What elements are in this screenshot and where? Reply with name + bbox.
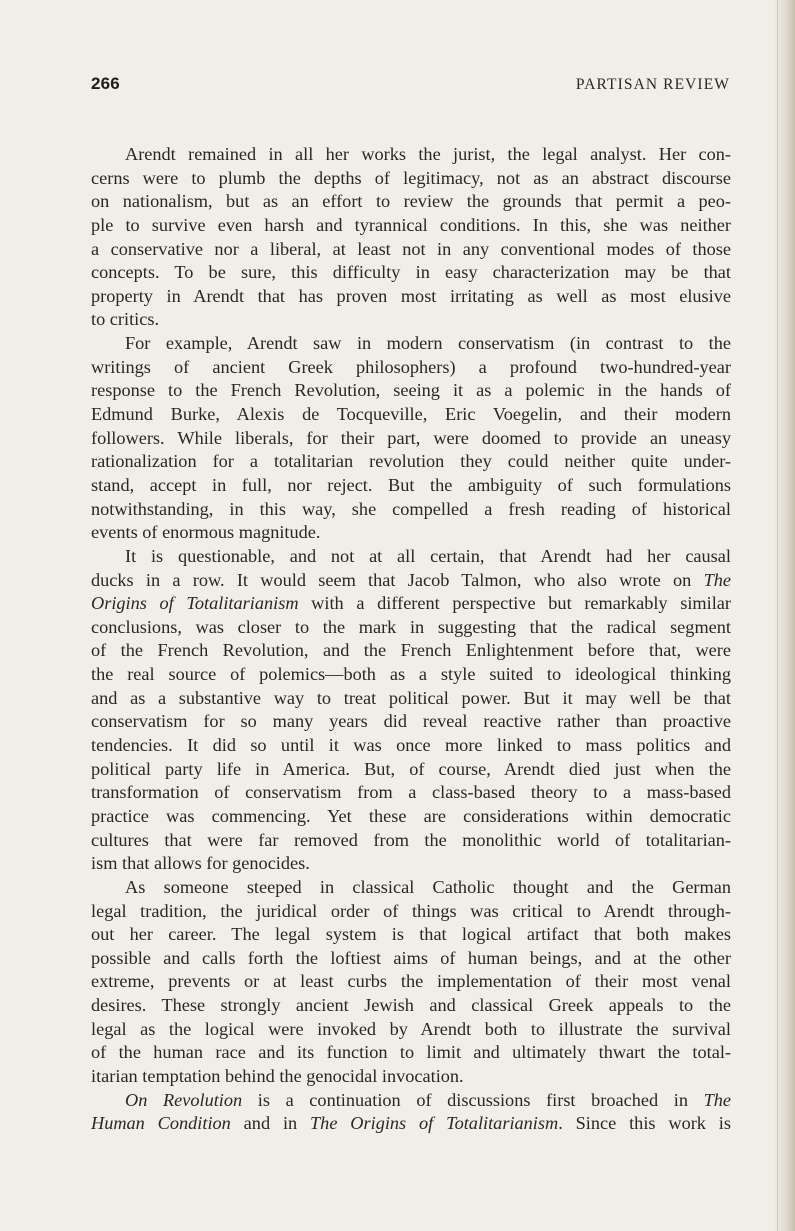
text-line (91, 190, 731, 214)
text-run: practice was commencing. Yet these are considerations within democratic (91, 805, 731, 826)
text-line (91, 900, 731, 924)
text-line (91, 1089, 731, 1113)
text-line (91, 427, 731, 451)
text-run: response to the French Revolution, seeing it as a polemic in the hands of (91, 380, 731, 401)
text-line (91, 167, 731, 191)
text-line (91, 852, 731, 876)
text-line (91, 332, 731, 356)
text-run: of the human race and its function to limit and ultimately thwart the total- (91, 1042, 731, 1063)
text-run: conservatism for so many years did reveal reactive rather than proactive (91, 711, 731, 732)
text-line (91, 569, 731, 593)
text-run: legal tradition, the juridical order of things was critical to Arendt through- (91, 900, 731, 921)
paragraph (91, 143, 731, 332)
text-line (91, 308, 731, 332)
text-run: itarian temptation behind the genocidal invocation. (91, 1065, 464, 1086)
text-line (91, 970, 731, 994)
text-run: For example, Arendt saw in modern conservatism (in contrast to the (125, 333, 731, 354)
text-run: ple to survive even harsh and tyrannical conditions. In this, she was neither (91, 214, 731, 235)
text-run: followers. While liberals, for their part, were doomed to provide an uneasy (91, 427, 731, 448)
text-run: and as a substantive way to treat political power. But it may well be that (91, 687, 731, 708)
text-line (91, 1112, 731, 1136)
page-number: 266 (91, 74, 120, 93)
text-run: As someone steeped in classical Catholic thought and the German (125, 876, 731, 897)
running-head (91, 72, 730, 102)
text-line (91, 498, 731, 522)
book-title: Human Condition (91, 1113, 231, 1134)
text-run: ducks in a row. It would seem that Jacob Talmon, who also wrote on (91, 569, 704, 590)
text-run: stand, accept in full, nor reject. But the ambiguity of such formulations (91, 474, 731, 495)
text-run: is a continuation of discussions first broached in (242, 1089, 704, 1110)
book-title: On Revolution (125, 1089, 243, 1110)
text-line (91, 663, 731, 687)
paragraph (91, 545, 731, 876)
text-line (91, 758, 731, 782)
body-text (91, 143, 731, 1136)
text-run: the real source of polemics—both as a style suited to ideological thinking (91, 664, 731, 685)
text-line (91, 616, 731, 640)
text-line (91, 829, 731, 853)
text-run: out her career. The legal system is that logical artifact that both makes (91, 924, 731, 945)
text-run: concepts. To be sure, this difficulty in easy characterization may be that (91, 262, 731, 283)
text-line (91, 805, 731, 829)
text-run: cultures that were far removed from the monolithic world of totalitarian- (91, 829, 731, 850)
text-line (91, 285, 731, 309)
text-run: tendencies. It did so until it was once more linked to mass politics and (91, 735, 731, 756)
text-run: conclusions, was closer to the mark in suggesting that the radical segment (91, 616, 731, 637)
text-line (91, 379, 731, 403)
text-run: Edmund Burke, Alexis de Tocqueville, Eric Voegelin, and their modern (91, 404, 731, 425)
text-run: to critics. (91, 309, 160, 330)
text-run: cerns were to plumb the depths of legitimacy, not as an abstract discourse (91, 167, 731, 188)
text-run: legal as the logical were invoked by Arendt both to illustrate the survival (91, 1018, 731, 1039)
paragraph (91, 876, 731, 1089)
text-line (91, 238, 731, 262)
text-run: writings of ancient Greek philosophers) a profound two-hundred-year (91, 356, 731, 377)
text-line (91, 876, 731, 900)
book-title: The (703, 569, 731, 590)
text-run: political party life in America. But, of course, Arendt died just when the (91, 758, 731, 779)
text-run: with a different perspective but remarkably similar (298, 593, 731, 614)
text-line (91, 1065, 731, 1089)
text-line (91, 710, 731, 734)
text-run: events of enormous magnitude. (91, 522, 321, 543)
text-line (91, 1018, 731, 1042)
text-line (91, 1041, 731, 1065)
text-run: transformation of conservatism from a class-based theory to a mass-based (91, 782, 731, 803)
paragraph (91, 332, 731, 545)
text-run: Arendt remained in all her works the jurist, the legal analyst. Her con- (125, 144, 731, 164)
text-run: . Since this work is (558, 1113, 731, 1134)
journal-title: PARTISAN REVIEW (575, 76, 730, 93)
book-title: Origins of Totalitarianism (91, 593, 299, 614)
text-run: on nationalism, but as an effort to review the grounds that permit a peo- (91, 191, 731, 212)
text-run: desires. These strongly ancient Jewish and classical Greek appeals to the (91, 995, 731, 1016)
text-line (91, 143, 731, 167)
text-run: possible and calls forth the loftiest aims of human beings, and at the other (91, 947, 731, 968)
text-line (91, 450, 731, 474)
text-line (91, 474, 731, 498)
text-run: It is questionable, and not at all certain, that Arendt had her causal (125, 545, 731, 566)
text-line (91, 521, 731, 545)
text-run: rationalization for a totalitarian revolution they could neither quite under- (91, 451, 731, 472)
text-line (91, 734, 731, 758)
text-run: extreme, prevents or at least curbs the implementation of their most venal (91, 971, 731, 992)
page-edge-line (777, 0, 778, 1231)
text-line (91, 592, 731, 616)
text-line (91, 214, 731, 238)
text-line (91, 545, 731, 569)
book-title: The (703, 1089, 731, 1110)
text-line (91, 994, 731, 1018)
text-run: property in Arendt that has proven most irritating as well as most elusive (91, 285, 731, 306)
text-line (91, 687, 731, 711)
text-line (91, 923, 731, 947)
text-line (91, 947, 731, 971)
text-run: a conservative nor a liberal, at least not in any conventional modes of those (91, 238, 731, 259)
text-line (91, 403, 731, 427)
text-line (91, 261, 731, 285)
text-run: notwithstanding, in this way, she compelled a fresh reading of historical (91, 498, 731, 519)
text-run: ism that allows for genocides. (91, 853, 310, 874)
text-line (91, 639, 731, 663)
text-run: and in (230, 1113, 311, 1134)
text-run: of the French Revolution, and the French Enlightenment before that, were (91, 640, 731, 661)
text-line (91, 356, 731, 380)
paragraph (91, 1089, 731, 1136)
book-title: The Origins of Totalitarianism (310, 1113, 559, 1134)
text-line (91, 781, 731, 805)
